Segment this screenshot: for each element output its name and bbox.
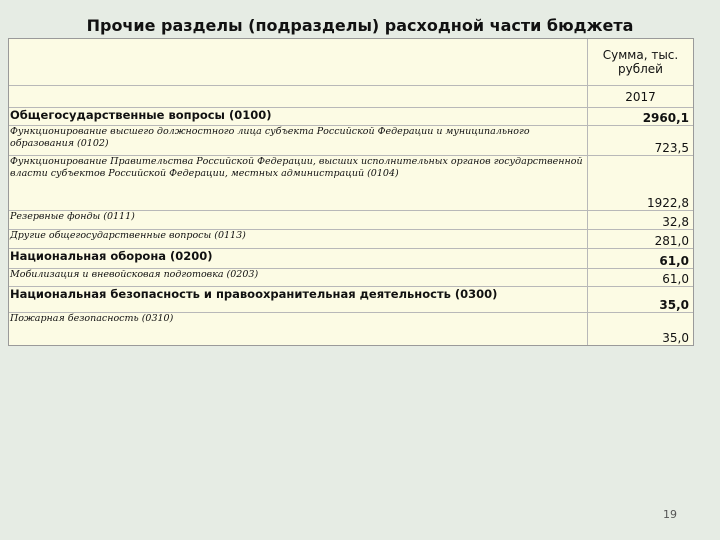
table-row: [9, 155, 693, 210]
year-blank-cell: [9, 86, 587, 107]
row-label: Функционирование высшего должностного лица субъекта Российской Федерации и муниципального образования (0102): [10, 126, 530, 149]
row-label: Общегосударственные вопросы (0100): [10, 108, 272, 122]
table-row: [9, 125, 693, 155]
row-value: 2960,1: [587, 108, 693, 125]
header-blank-cell: [9, 39, 587, 85]
table-row: [9, 286, 693, 312]
row-label: Национальная безопасность и правоохранительная деятельность (0300): [10, 287, 498, 301]
row-label: Другие общегосударственные вопросы (0113): [10, 230, 246, 241]
table-row: [9, 210, 693, 229]
row-value: 61,0: [587, 249, 693, 268]
row-label: Мобилизация и вневойсковая подготовка (0203): [10, 269, 259, 280]
table-row: [9, 229, 693, 248]
row-value: 723,5: [587, 126, 693, 155]
row-label: Национальная оборона (0200): [10, 249, 213, 263]
row-value: 35,0: [587, 313, 693, 345]
table-row: [9, 312, 693, 345]
table-row: [9, 107, 693, 125]
row-label: Функционирование Правительства Российской Федерации, высших исполнительных органов государственной власти субъектов Российской Федерации, местных администраций (0104): [10, 156, 583, 179]
budget-table: [8, 38, 694, 346]
table-row: [9, 268, 693, 286]
table-row: [9, 248, 693, 268]
row-value: 35,0: [587, 287, 693, 312]
table-header-row: [9, 39, 693, 85]
header-sum-label: Сумма, тыс. рублей: [587, 39, 693, 85]
page-title: Прочие разделы (подразделы) расходной части бюджета: [86, 16, 634, 35]
header-year: 2017: [587, 86, 693, 107]
row-value: 281,0: [587, 230, 693, 248]
row-label: Пожарная безопасность (0310): [10, 313, 174, 324]
row-value: 61,0: [587, 269, 693, 286]
row-label: Резервные фонды (0111): [10, 211, 135, 222]
row-value: 32,8: [587, 211, 693, 229]
row-value: 1922,8: [587, 156, 693, 210]
table-year-row: [9, 85, 693, 107]
page-number: 19: [663, 508, 677, 521]
